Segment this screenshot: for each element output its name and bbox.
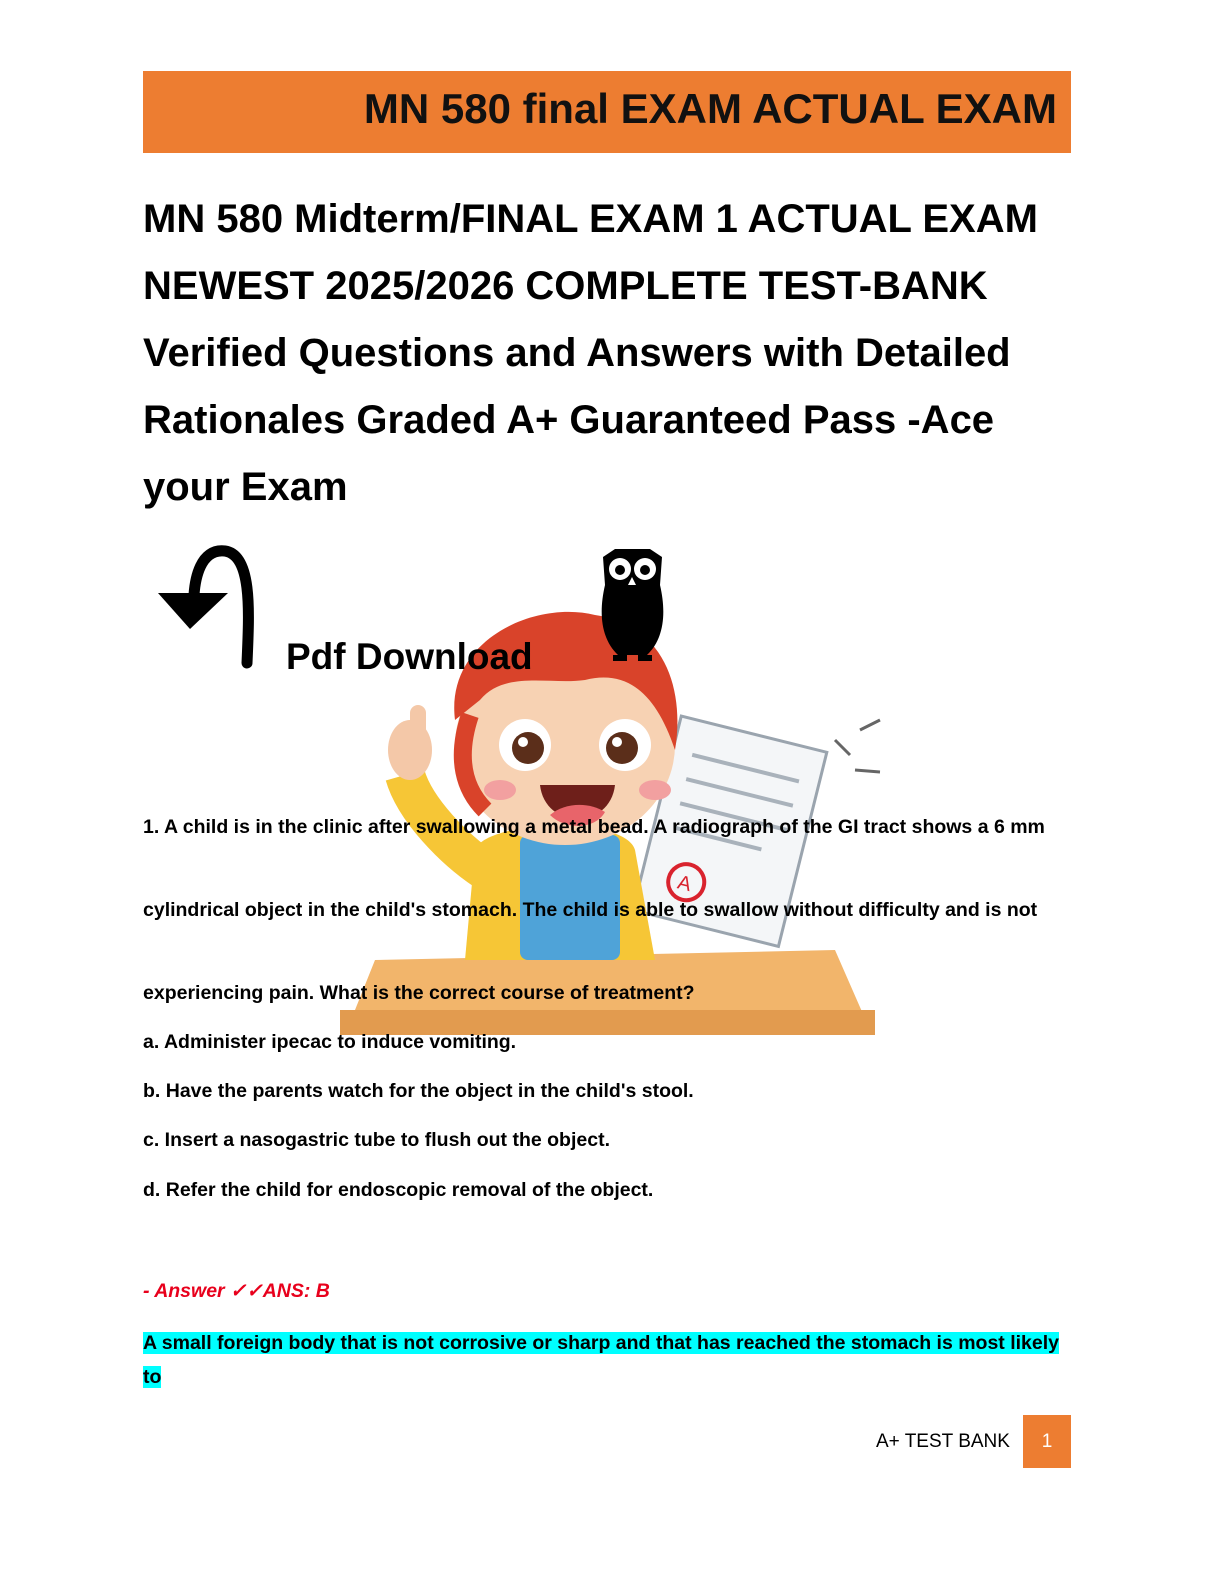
svg-text:A: A (675, 871, 694, 897)
question-stem-line-3: experiencing pain. What is the correct course of treatment? (143, 982, 695, 1004)
page-number: 1 (1023, 1415, 1071, 1468)
document-title: MN 580 Midterm/FINAL EXAM 1 ACTUAL EXAM NEWEST 2025/2026 COMPLETE TEST-BANK Verified Questions and Answers with Detailed Rationales Graded A+ Guaranteed Pass -Ace your Exam (143, 197, 1038, 509)
option-c: c. Insert a nasogastric tube to flush out the object. (143, 1129, 610, 1151)
option-d: d. Refer the child for endoscopic removal of the object. (143, 1179, 654, 1201)
footer-label: A+ TEST BANK (876, 1431, 1010, 1452)
option-a: a. Administer ipecac to induce vomiting. (143, 1031, 517, 1053)
owl-icon (595, 545, 670, 665)
header-banner (143, 71, 1071, 153)
banner-title: MN 580 final EXAM ACTUAL EXAM (363, 85, 1057, 132)
answer-line: - Answer ✓✓ANS: B (143, 1280, 330, 1302)
option-b: b. Have the parents watch for the object in the child's stool. (143, 1080, 694, 1102)
rationale-highlight: A small foreign body that is not corrosive or sharp and that has reached the stomach is most likely to (143, 1332, 1060, 1388)
pdf-download-label: Pdf Download (286, 636, 533, 677)
question-stem-line-2: cylindrical object in the child's stomach. The child is able to swallow without difficulty and is not (143, 899, 1038, 921)
rationale-text (143, 1326, 1063, 1394)
back-arrow-icon (150, 545, 265, 670)
question-stem-line-1: 1. A child is in the clinic after swallowing a metal bead. A radiograph of the GI tract shows a 6 mm (143, 816, 1045, 838)
